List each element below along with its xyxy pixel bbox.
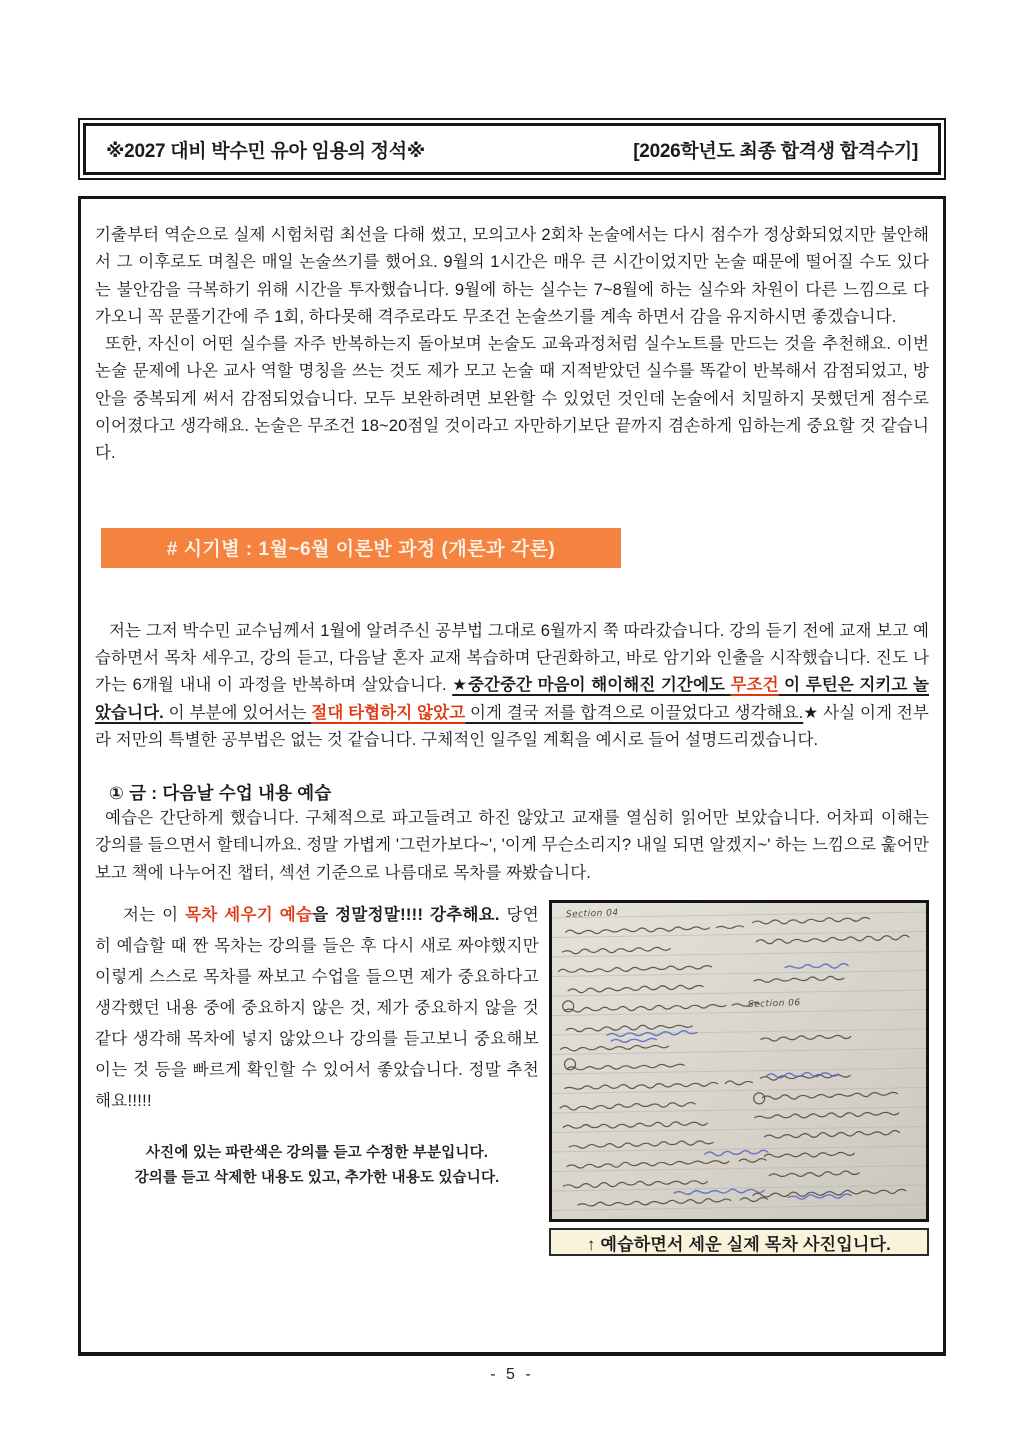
left-column bbox=[95, 900, 539, 1256]
paragraph-essay-practice: 기출부터 역순으로 실제 시험처럼 최선을 다해 썼고, 모의고사 2회차 논술에서는 다시 점수가 정상화되었지만 불안해서 그 이후로도 며칠은 매일 논술쓰기를 했어요. 9월의 1시간은 매우 큰 시간이었지만 논술 때문에 떨어질 수도 있다는 불안감을 극복하기 위해 시간을 투자했습니다. 9월에 하는 실수는 7~8월에 하는 실수와 차원이 다른 느낌으로 다가오니 꼭 문풀기간에 주 1회, 하다못해 격주로라도 무조건 논술쓰기를 계속 하면서 감을 유지하시면 좋겠습니다. bbox=[95, 226, 929, 326]
paragraph-toc-recommendation: 저는 이 목차 세우기 예습을 정말정말!!!! 강추해요. 당연히 예습할 때 짠 목차는 강의를 들은 후 다시 새로 짜야했지만 이렇게 스스로 목차를 짜보고 수업을 들으면 제가 중요하다고 생각했던 내용 중에 중요하지 않은 것, 제가 중요하지 않을 것 같다 생각해 목차에 넣지 않았으나 강의를 듣고보니 중요해보이는 것 등을 빠르게 확인할 수 있어서 좋았습니다. 정말 추천해요!!!!! bbox=[95, 906, 539, 1111]
header-title-left: ※2027 대비 박수민 유아 임용의 정석※ bbox=[106, 140, 425, 162]
section-banner-label: # 시기별 : 1월~6월 이론반 과정 (개론과 각론) bbox=[166, 539, 556, 561]
header-box bbox=[78, 118, 946, 180]
paragraph-mistake-note: 또한, 자신이 어떤 실수를 자주 반복하는지 돌아보며 논술도 교육과정처럼 실수노트를 만드는 것을 추천해요. 이번 논술 문제에 나온 교사 역할 명칭을 쓰는 것도 제가 모고 논술 때 지적받았던 실수를 똑같이 반복해서 감점되었고, 방안을 중복되게 써서 감점되었습니다. 모두 보완하려면 보완할 수 있었던 것인데 논술에서 치밀하지 못했던게 점수로 이어졌다고 생각해요. 논술은 무조건 18~20점일 것이라고 자만하기보단 끝까지 겸손하게 임하는게 중요할 것 같습니다. bbox=[95, 335, 929, 463]
handwritten-notes-photo bbox=[549, 900, 929, 1222]
photo-note bbox=[95, 1141, 539, 1191]
content-box bbox=[78, 196, 946, 1356]
handwritten-notes-art bbox=[552, 903, 926, 1219]
handwriting-section06-label: Section 06 bbox=[747, 998, 801, 1011]
paragraph-routine: 저는 그저 박수민 교수님께서 1월에 알려주신 공부법 그대로 6월까지 쭉 따라갔습니다. 강의 듣기 전에 교재 보고 예습하면서 목차 세우고, 강의 듣고, 다음날 혼자 교재 복습하며 단권화하고, 바로 암기와 인출을 시작했습니다. 진도 나가는 6개월 내내 이 과정을 반복하며 살았습니다. ★중간중간 마음이 해이해진 기간에도 무조건 이 루틴은 지키고 놀았습니다. 이 부분에 있어서는 절대 타협하지 않았고 이게 결국 저를 합격으로 이끌었다고 생각해요.★ 사실 이게 전부라 저만의 특별한 공부법은 없는 것 같습니다. 구체적인 일주일 계획을 예시로 들어 설명드리겠습니다. bbox=[95, 621, 929, 749]
photo-caption-box bbox=[549, 1228, 929, 1256]
header-box-inner bbox=[83, 123, 941, 175]
paragraph-preview-method: 예습은 간단하게 했습니다. 구체적으로 파고들려고 하진 않았고 교재를 열심히 읽어만 보았습니다. 어차피 이해는 강의를 들으면서 할테니까요. 정말 가볍게 '그런가보다~', '이게 무슨소리지? 내일 되면 알겠지~' 하는 느낌으로 훑어만 보고 책에 나누어진 챕터, 섹션 기준으로 나름대로 목차를 짜봤습니다. bbox=[95, 809, 929, 882]
handwriting-section04-label: Section 04 bbox=[565, 908, 619, 921]
page-number: - 5 - bbox=[490, 1366, 534, 1383]
photo-note-line1: 사진에 있는 파란색은 강의를 듣고 수정한 부분입니다. bbox=[145, 1145, 489, 1162]
photo-caption-label: ↑ 예습하면서 세운 실제 목차 사진입니다. bbox=[586, 1234, 892, 1254]
two-column-area bbox=[95, 900, 929, 1256]
subsection-heading-friday-preview: ① 금 : 다음날 수업 내용 예습 bbox=[109, 783, 332, 804]
notebook-paper bbox=[552, 903, 926, 1219]
photo-note-line2: 강의를 듣고 삭제한 내용도 있고, 추가한 내용도 있습니다. bbox=[134, 1170, 500, 1187]
section-banner bbox=[101, 528, 621, 568]
header-title-right: [2026학년도 최종 합격생 합격수기] bbox=[633, 140, 918, 162]
right-column bbox=[549, 900, 929, 1256]
